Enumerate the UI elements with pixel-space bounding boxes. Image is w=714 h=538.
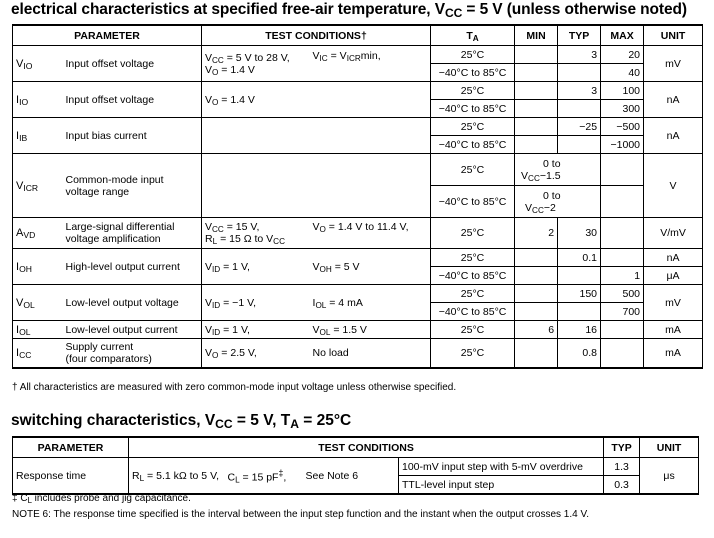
header-parameter: PARAMETER <box>13 437 129 458</box>
header-unit: UNIT <box>640 437 699 458</box>
typ-value: 1.3 <box>604 458 640 476</box>
param-name: Supply current (four comparators) <box>63 339 202 369</box>
typ-value <box>558 303 601 321</box>
min-value <box>515 64 558 82</box>
test-condition: $R_L = 5.1$ kΩ to 5 V, <box>129 458 225 495</box>
table-header-row <box>13 25 703 46</box>
unit: V/mV <box>644 218 703 249</box>
max-value: 700 <box>601 303 644 321</box>
symbol-iol: $I_{OL}$ <box>13 321 63 339</box>
temperature: 25°C <box>431 285 515 303</box>
test-condition: $V_{ID} = 1$ V, <box>202 321 310 339</box>
typ-value <box>558 100 601 118</box>
table-row <box>13 82 703 100</box>
typ-value: 3 <box>558 82 601 100</box>
param-name: Low-level output current <box>63 321 202 339</box>
param-name: High-level output current <box>63 249 202 285</box>
min-value <box>515 100 558 118</box>
symbol-vicr: $V_{ICR}$ <box>13 154 63 218</box>
typ-value: −25 <box>558 118 601 136</box>
unit: nA <box>644 118 703 154</box>
min-value <box>515 249 558 267</box>
unit: V <box>644 154 703 218</box>
table-row <box>13 46 703 64</box>
temperature: 25°C <box>431 249 515 267</box>
unit: nA <box>644 249 703 267</box>
max-value <box>601 186 644 218</box>
table-row <box>13 285 703 303</box>
max-value <box>601 154 644 186</box>
header-typ: TYP <box>558 25 601 46</box>
temperature: 25°C <box>431 321 515 339</box>
typ-value: 150 <box>558 285 601 303</box>
typ-value: 30 <box>558 218 601 249</box>
min-value: 6 <box>515 321 558 339</box>
max-value <box>601 249 644 267</box>
param-name: Input offset voltage <box>63 82 202 118</box>
table-row <box>13 458 699 476</box>
header-typ: TYP <box>604 437 640 458</box>
table-row <box>13 249 703 267</box>
temperature: −40°C to 85°C <box>431 267 515 285</box>
param-name: Input bias current <box>63 118 202 154</box>
electrical-characteristics-title: electrical characteristics at specified free-air temperature, $V_{CC} = 5$ V (unless otherwise noted) <box>11 1 687 21</box>
unit: mA <box>644 339 703 369</box>
footnote-double-dagger: ‡ $C_L$ includes probe and jig capacitance. <box>12 493 191 505</box>
max-value: 100 <box>601 82 644 100</box>
unit: mA <box>644 321 703 339</box>
table-header-row <box>13 437 699 458</box>
header-max: MAX <box>601 25 644 46</box>
temperature: −40°C to 85°C <box>431 303 515 321</box>
test-condition: $V_{IC} = V_{ICR}\min$, <box>310 46 431 82</box>
test-condition: $V_{CC} = 15$ V, $R_L = 15$ Ω to $V_{CC}$ <box>202 218 310 249</box>
symbol-vol: $V_{OL}$ <box>13 285 63 321</box>
symbol-iio: $I_{IO}$ <box>13 82 63 118</box>
max-value: 500 <box>601 285 644 303</box>
header-test-conditions: TEST CONDITIONS <box>129 437 604 458</box>
unit: nA <box>644 82 703 118</box>
temperature: 25°C <box>431 154 515 186</box>
test-condition: $V_{ID} = -1$ V, <box>202 285 310 321</box>
header-min: MIN <box>515 25 558 46</box>
symbol-vio: $V_{IO}$ <box>13 46 63 82</box>
note-6: NOTE 6: The response time specified is the interval between the input step function and the instant when the output crosses 1.4 V. <box>12 509 590 520</box>
table-row <box>13 154 703 186</box>
min-value: 0 to $V_{CC}-1.5$ <box>515 154 601 186</box>
typ-value <box>558 267 601 285</box>
max-value: 300 <box>601 100 644 118</box>
unit: mV <box>644 285 703 321</box>
header-unit: UNIT <box>644 25 703 46</box>
max-value <box>601 321 644 339</box>
electrical-characteristics-table <box>12 24 703 369</box>
test-condition: $V_{ID} = 1$ V, <box>202 249 310 285</box>
param-name: Common-mode input voltage range <box>63 154 202 218</box>
param-name: Input offset voltage <box>63 46 202 82</box>
min-value <box>515 267 558 285</box>
header-test-conditions: TEST CONDITIONS† <box>202 25 431 46</box>
test-condition: $V_{CC} = 5$ V to 28 V, $V_O = 1.4$ V <box>202 46 310 82</box>
unit: μs <box>640 458 699 495</box>
temperature: −40°C to 85°C <box>431 186 515 218</box>
temperature: −40°C to 85°C <box>431 100 515 118</box>
min-value <box>515 46 558 64</box>
min-value <box>515 303 558 321</box>
test-condition: See Note 6 <box>303 458 399 495</box>
temperature: 25°C <box>431 46 515 64</box>
temperature: 25°C <box>431 82 515 100</box>
test-condition <box>202 118 431 154</box>
max-value: −1000 <box>601 136 644 154</box>
temperature: 25°C <box>431 339 515 369</box>
unit: μA <box>644 267 703 285</box>
min-value: 2 <box>515 218 558 249</box>
min-value <box>515 339 558 369</box>
symbol-ioh: $I_{OH}$ <box>13 249 63 285</box>
switching-characteristics-table <box>12 436 699 495</box>
header-parameter: PARAMETER <box>13 25 202 46</box>
typ-value <box>558 136 601 154</box>
input-condition: TTL-level input step <box>399 476 604 495</box>
param-name: Response time <box>13 458 129 495</box>
max-value <box>601 339 644 369</box>
table-row <box>13 339 703 369</box>
test-condition: No load <box>310 339 431 369</box>
header-ta: $T_A$ <box>431 25 515 46</box>
test-condition: $I_{OL} = 4$ mA <box>310 285 431 321</box>
test-condition: $V_O = 1.4$ V <box>202 82 431 118</box>
temperature: 25°C <box>431 118 515 136</box>
temperature: −40°C to 85°C <box>431 64 515 82</box>
typ-value: 16 <box>558 321 601 339</box>
temperature: 25°C <box>431 218 515 249</box>
test-condition: $C_L = 15$ pF‡, <box>225 458 303 495</box>
test-condition: $V_O = 2.5$ V, <box>202 339 310 369</box>
symbol-iib: $I_{IB}$ <box>13 118 63 154</box>
table-row <box>13 118 703 136</box>
footnote-dagger: † All characteristics are measured with zero common-mode input voltage unless otherwise specified. <box>12 382 457 393</box>
min-value <box>515 118 558 136</box>
max-value: 20 <box>601 46 644 64</box>
unit: mV <box>644 46 703 82</box>
test-condition: $V_O = 1.4$ V to 11.4 V, <box>310 218 431 249</box>
temperature: −40°C to 85°C <box>431 136 515 154</box>
max-value: −500 <box>601 118 644 136</box>
switching-characteristics-title: switching characteristics, $V_{CC} = 5$ V, $T_A = 25^\circ C$ <box>11 412 352 432</box>
input-condition: 100-mV input step with 5-mV overdrive <box>399 458 604 476</box>
typ-value: 0.3 <box>604 476 640 495</box>
typ-value: 3 <box>558 46 601 64</box>
param-name: Low-level output voltage <box>63 285 202 321</box>
test-condition: $V_{OH} = 5$ V <box>310 249 431 285</box>
min-value: 0 to $V_{CC}-2$ <box>515 186 601 218</box>
max-value: 1 <box>601 267 644 285</box>
min-value <box>515 285 558 303</box>
test-condition <box>202 154 431 218</box>
typ-value: 0.1 <box>558 249 601 267</box>
typ-value: 0.8 <box>558 339 601 369</box>
min-value <box>515 82 558 100</box>
symbol-avd: $A_{VD}$ <box>13 218 63 249</box>
max-value: 40 <box>601 64 644 82</box>
param-name: Large-signal differential voltage amplification <box>63 218 202 249</box>
test-condition: $V_{OL} = 1.5$ V <box>310 321 431 339</box>
max-value <box>601 218 644 249</box>
min-value <box>515 136 558 154</box>
table-row <box>13 218 703 249</box>
symbol-icc: $I_{CC}$ <box>13 339 63 369</box>
table-row <box>13 321 703 339</box>
typ-value <box>558 64 601 82</box>
